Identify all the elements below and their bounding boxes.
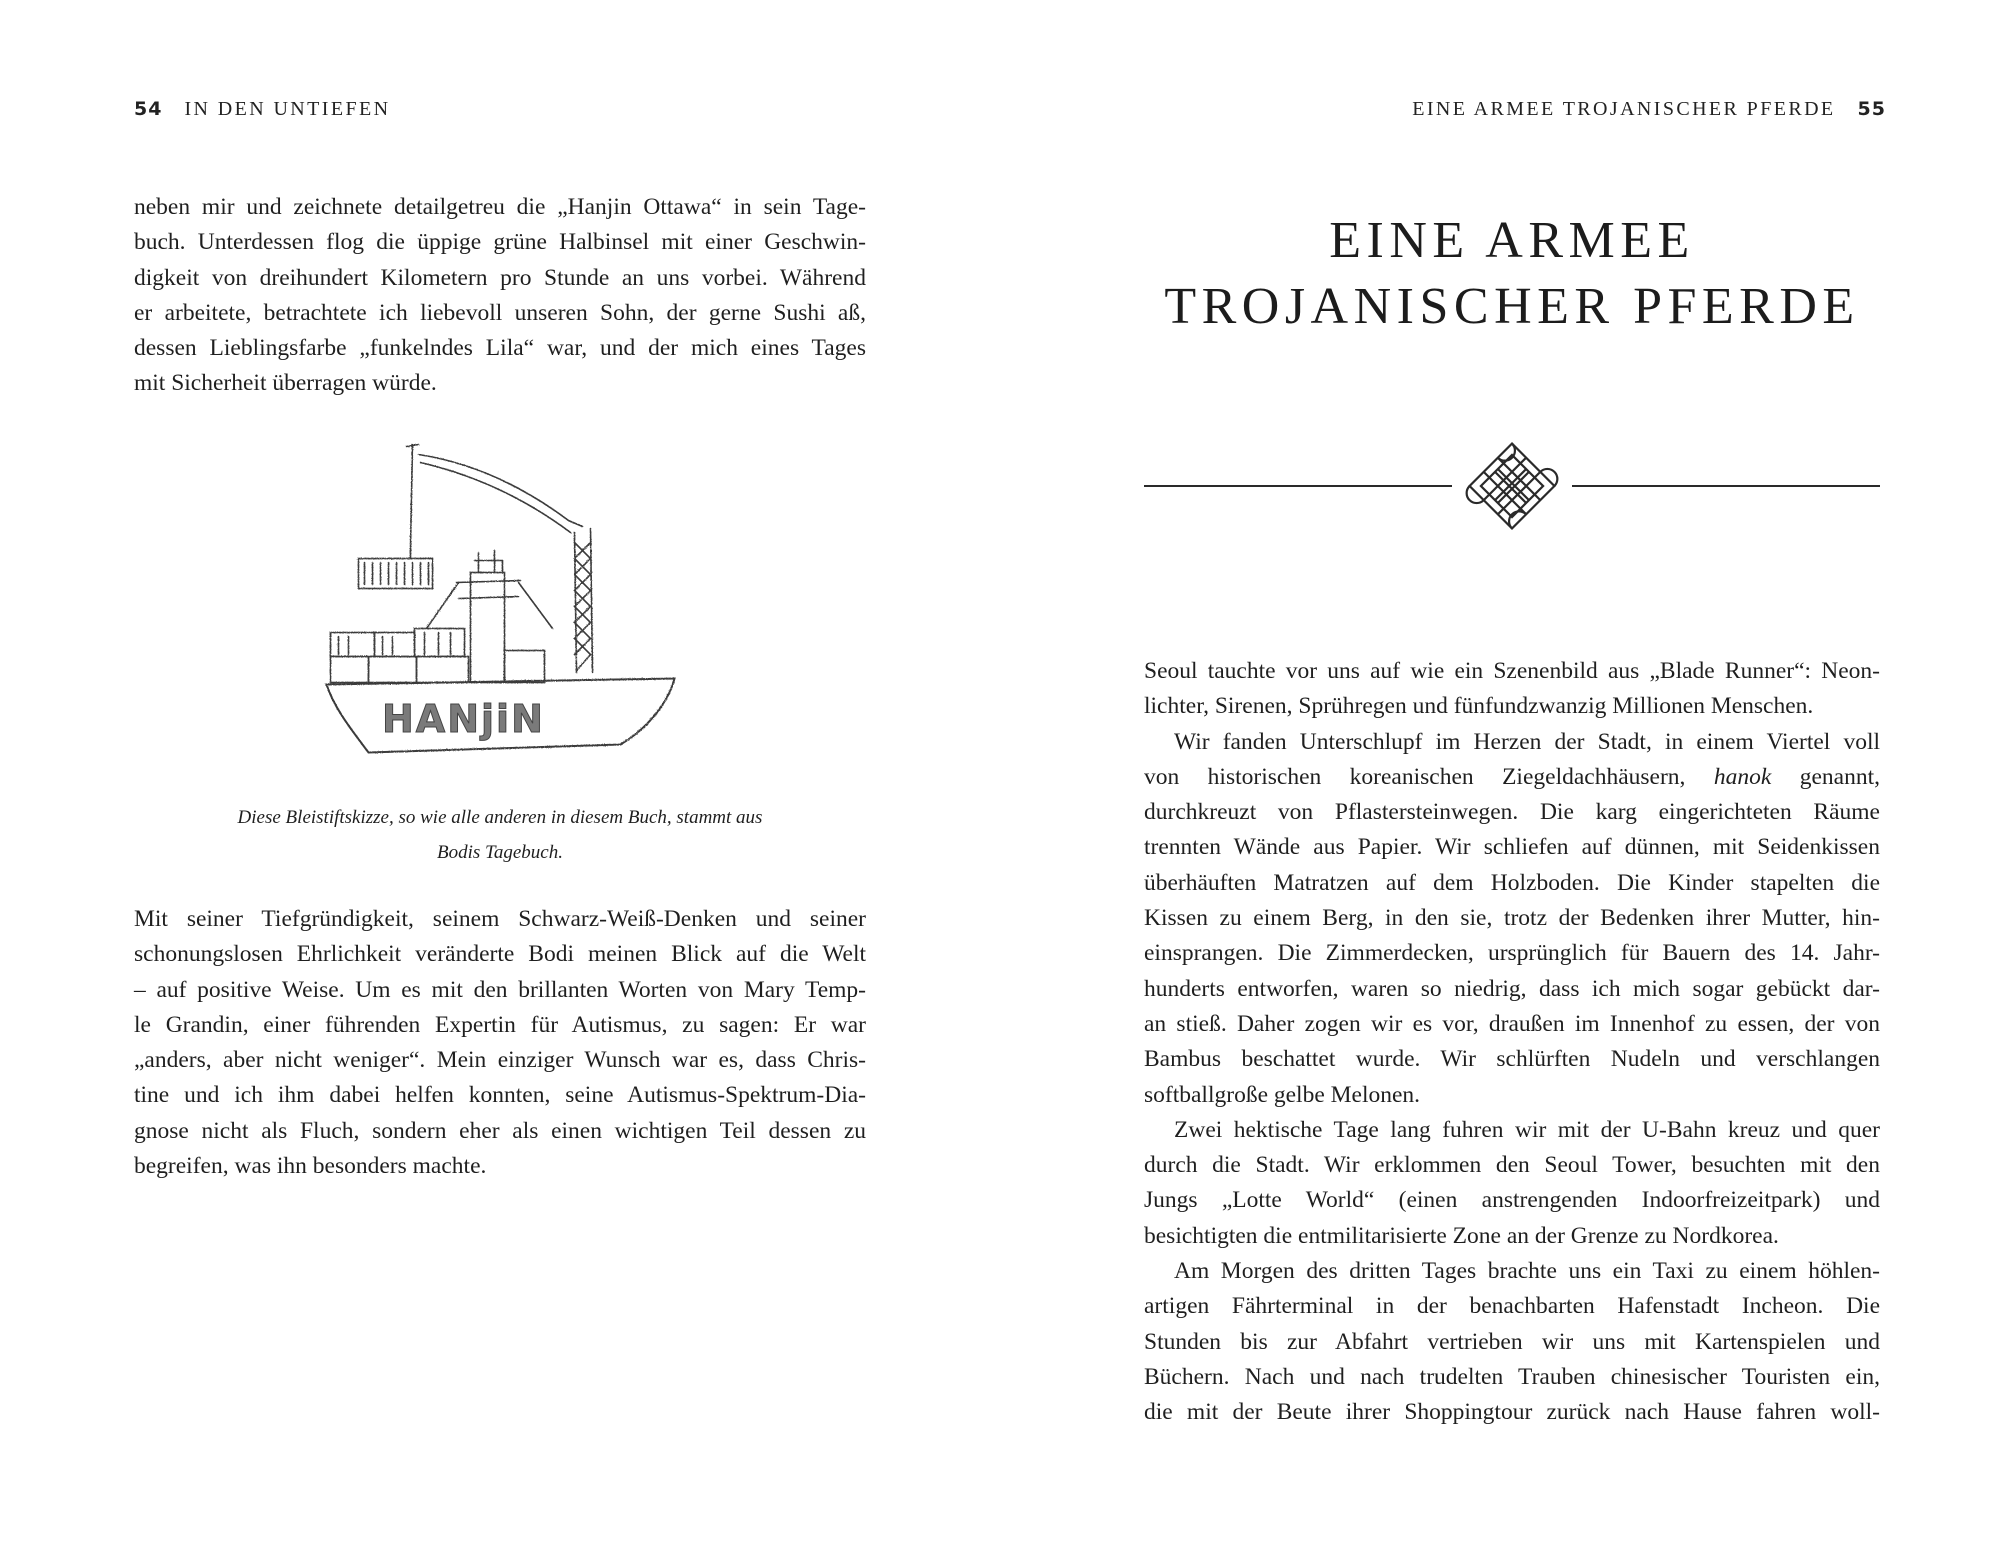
text-line: softballgroße gelbe Melonen. [1144,1081,1421,1108]
caption-line: Bodis Tagebuch. [437,842,563,863]
text-line: – auf positive Weise. Um es mit den brillanten Worten von Mary Temp- [134,976,866,1003]
right-body-text [1144,654,1880,1431]
text-line: begreifen, was ihn besonders machte. [134,1153,487,1180]
text-line: Büchern. Nach und nach trudelten Trauben chinesischer Touristen ein, [1144,1363,1880,1390]
text-line: le Grandin, einer führenden Expertin für Autismus, zu sagen: Er war [134,1011,866,1038]
text-line [1144,760,1880,795]
text-line: lichter, Sirenen, Sprühregen und fünfundzwanzig Millionen Menschen. [1144,693,1814,720]
italic-term: hanok [1713,763,1772,790]
right-page-number: 55 [1857,98,1886,120]
text-line: Am Morgen des dritten Tages brachte uns ein Taxi zu einem höhlen- [1174,1258,1880,1285]
left-page-number: 54 [134,98,163,120]
text-line: die mit der Beute ihrer Shoppingtour zurück nach Hause fahren woll- [1144,1399,1880,1426]
text-line: Kissen zu einem Berg, in den sie, trotz der Bedenken ihrer Mutter, hin- [1144,905,1880,932]
text-line: Mit seiner Tiefgründigkeit, seinem Schwarz-Weiß-Denken und seiner [134,906,866,932]
text-line: gnose nicht als Fluch, sondern eher als einen wichtigen Teil dessen zu [134,1117,866,1144]
text-line: Jungs „Lotte World“ (einen anstrengenden Indoorfreizeitpark) und [1144,1187,1880,1214]
text-segment: genannt, [1771,763,1880,790]
text-line: hunderts entworfen, waren so niedrig, dass ich mich sogar gebückt dar- [1144,975,1880,1002]
text-line: trennten Wände aus Papier. Wir schliefen auf dünnen, mit Seidenkissen [1144,834,1880,861]
sketch-ship-name: HANjiN [382,697,545,741]
text-line: „anders, aber nicht weniger“. Mein einziger Wunsch war es, dass Chris- [134,1047,866,1074]
text-line: einsprangen. Die Zimmerdecken, ursprünglich für Bauern des 14. Jahr- [1144,940,1880,967]
text-line: dessen Lieblingsfarbe „funkelndes Lila“ war, und der mich eines Tages [134,335,866,362]
text-line: durch die Stadt. Wir erklommen den Seoul Tower, besuchten mit den [1144,1152,1880,1179]
left-paragraph-1 [134,190,866,402]
text-line: tine und ich ihm dabei helfen konnten, seine Autismus-Spektrum-Dia- [134,1082,866,1109]
text-line: durchkreuzt von Pflastersteinwegen. Die karg eingerichteten Räume [1144,799,1880,826]
text-line: buch. Unterdessen flog die üppige grüne Halbinsel mit einer Geschwin- [134,229,866,256]
text-line: Zwei hektische Tage lang fuhren wir mit der U-Bahn kreuz und quer [1174,1116,1880,1143]
chapter-title-line: EINE ARMEE [1329,212,1695,269]
text-line: artigen Fährterminal in der benachbarten Hafenstadt Incheon. Die [1144,1293,1880,1320]
ship-sketch-illustration [320,432,690,777]
left-paragraph-2 [134,902,866,1184]
text-line: digkeit von dreihundert Kilometern pro Stunde an uns vorbei. Während [134,264,866,291]
right-running-head-title: EINE ARMEE TROJANISCHER PFERDE [1412,98,1836,120]
caption-line: Diese Bleistiftskizze, so wie alle anderen in diesem Buch, stammt aus [237,807,763,828]
text-line: Stunden bis zur Abfahrt vertrieben wir uns mit Kartenspielen und [1144,1328,1880,1355]
text-line: schonungslosen Ehrlichkeit veränderte Bodi meinen Blick auf die Welt [134,941,866,968]
left-running-head-title: IN DEN UNTIEFEN [184,98,391,120]
text-line: neben mir und zeichnete detailgetreu die „Hanjin Ottawa“ in sein Tage- [134,194,866,220]
endless-knot-icon [1144,436,1880,536]
text-line: Wir fanden Unterschlupf im Herzen der Stadt, in einem Viertel voll [1174,728,1880,755]
right-running-head [1412,98,1886,121]
text-line: Seoul tauchte vor uns auf wie ein Szenenbild aus „Blade Runner“: Neon- [1144,658,1880,684]
text-line: überhäuften Matratzen auf dem Holzboden. Die Kinder stapelten die [1144,869,1880,896]
chapter-title-line: TROJANISCHER PFERDE [1164,278,1860,335]
text-line: an stieß. Daher zogen wir es vor, draußen im Innenhof zu essen, der von [1144,1010,1880,1037]
text-line: besichtigten die entmilitarisierte Zone an der Grenze zu Nordkorea. [1144,1222,1779,1249]
text-line: mit Sicherheit überragen würde. [134,370,437,397]
text-line: Bambus beschattet wurde. Wir schlürften Nudeln und verschlangen [1144,1046,1880,1073]
text-line: er arbeitete, betrachtete ich liebevoll unseren Sohn, der gerne Sushi aß, [134,299,866,326]
text-segment: von historischen koreanischen Ziegeldachhäusern, [1144,763,1714,790]
sketch-caption [134,800,866,870]
left-running-head [134,98,390,121]
chapter-title [1144,208,1880,340]
